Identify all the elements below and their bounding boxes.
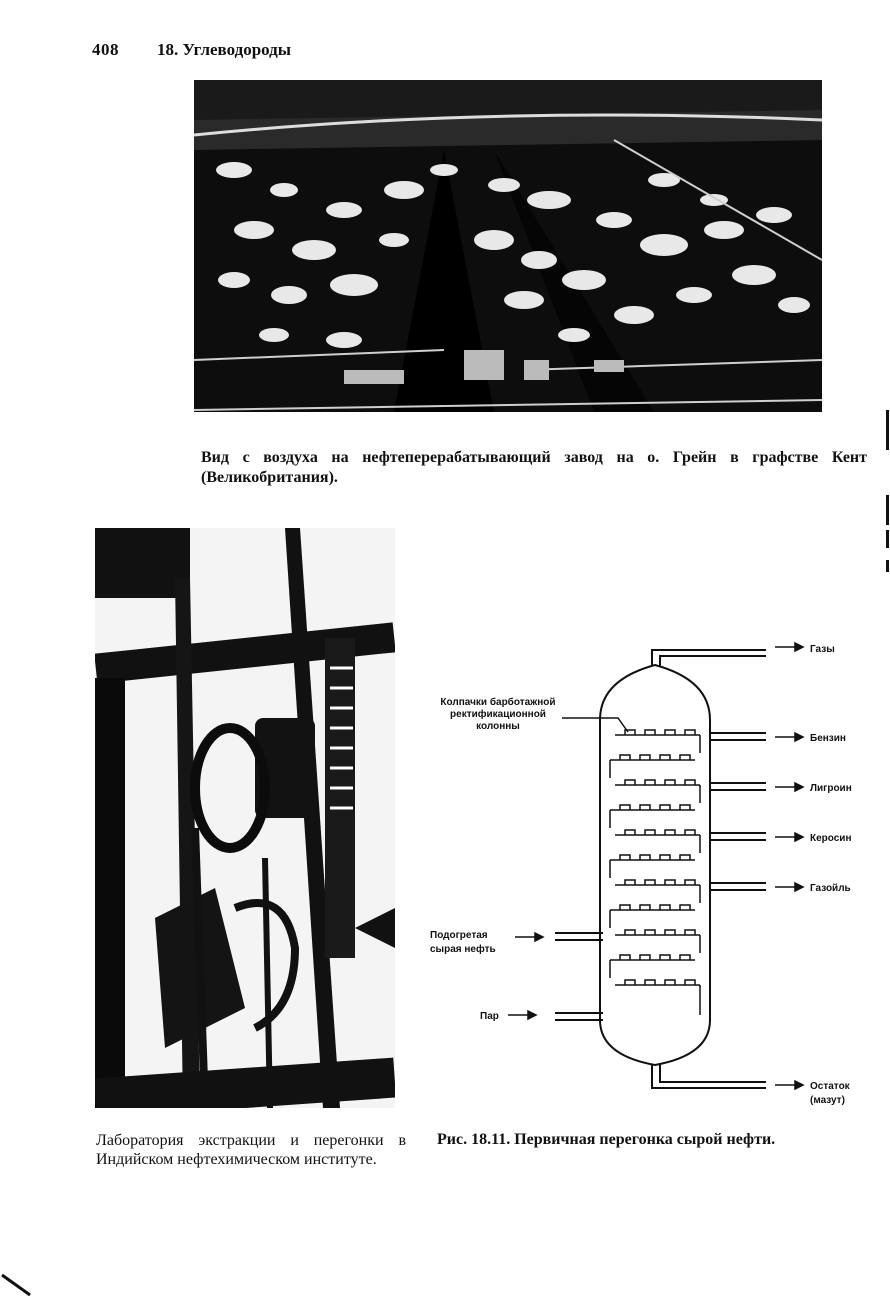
tray-6 xyxy=(610,855,695,860)
label-crude-2: сырая нефть xyxy=(430,944,496,955)
label-naphtha: Лигроин xyxy=(810,783,852,794)
label-residue-1: Остаток xyxy=(810,1081,850,1092)
label-gasoil: Газойль xyxy=(810,883,851,894)
photo-caption-refinery: Вид с воздуха на нефтеперерабатывающий завод на о. Грейн в графстве Кент (Великобритания). xyxy=(201,449,867,486)
page-number: 408 xyxy=(92,40,119,59)
label-residue-2: (мазут) xyxy=(810,1095,845,1106)
refinery-aerial-photo xyxy=(194,80,822,412)
distillation-column-diagram xyxy=(420,600,870,1120)
chapter-title: 18. Углеводороды xyxy=(157,40,292,59)
photo-caption-lab: Лаборатория экстракции и перегонки в Индийском нефтехимическом институте. xyxy=(96,1132,406,1168)
tray-10 xyxy=(610,955,695,960)
label-steam: Пар xyxy=(480,1011,499,1022)
tray-3 xyxy=(615,780,700,785)
label-bubble-caps-3: колонны xyxy=(476,721,520,732)
label-kerosene: Керосин xyxy=(810,833,852,844)
label-crude-1: Подогретая xyxy=(430,930,488,941)
tray-8 xyxy=(610,905,695,910)
laboratory-photo xyxy=(95,528,395,1108)
scan-corner-mark xyxy=(0,1270,40,1300)
tray-9 xyxy=(615,930,700,935)
tray-2 xyxy=(610,755,695,760)
label-bubble-caps-1: Колпачки барботажной xyxy=(440,697,556,708)
label-gasoline: Бензин xyxy=(810,733,846,744)
tray-4 xyxy=(610,805,695,810)
label-gases: Газы xyxy=(810,644,835,655)
scan-margin-marks xyxy=(880,0,890,600)
tray-7 xyxy=(615,880,700,885)
column-outline xyxy=(600,665,710,1065)
tray-11 xyxy=(615,980,700,985)
tray-5 xyxy=(615,830,700,835)
figure-caption: Рис. 18.11. Первичная перегонка сырой нефти. xyxy=(437,1131,776,1148)
label-bubble-caps-2: ректификационной xyxy=(450,709,546,720)
